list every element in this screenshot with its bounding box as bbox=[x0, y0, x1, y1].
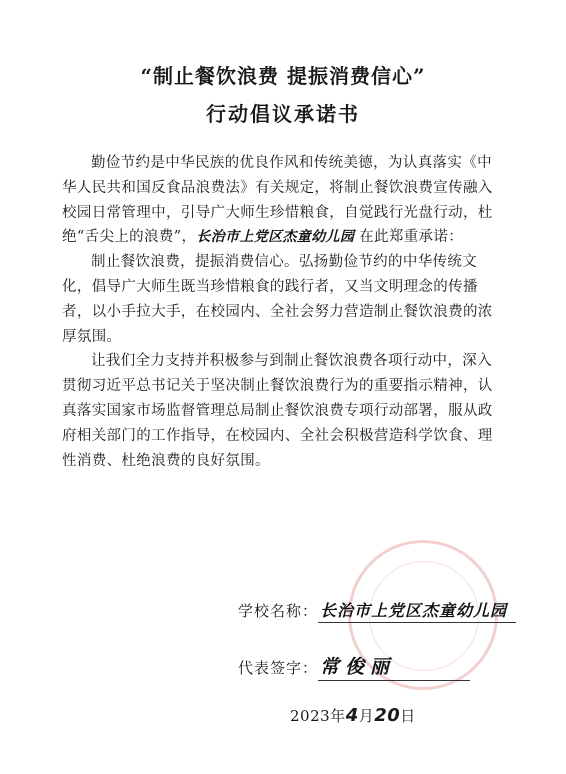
handwritten-school-name: 长治市上党区杰童幼儿园 bbox=[196, 229, 355, 246]
date-month-unit: 月 bbox=[358, 707, 375, 725]
representative-signature: 常俊丽 bbox=[318, 652, 470, 681]
date-day-handwritten: 20 bbox=[374, 705, 401, 726]
paragraph-1 bbox=[62, 151, 502, 250]
paragraph-1-ending: 在此郑重承诺： bbox=[359, 229, 464, 246]
title-line-1: “制止餐饮浪费 提振消费信心” bbox=[140, 64, 426, 88]
representative-label: 代表签字： bbox=[238, 659, 319, 677]
date-month-handwritten: 4 bbox=[345, 705, 359, 726]
paragraph-2: 制止餐饮浪费，提振消费信心。弘扬勤俭节约的中华传统文化，倡导广大师生既当珍惜粮食的践行者，又当文明理念的传播者，以小手拉大手，在校园内、全社会努力营造制止餐饮浪费的浓厚氛围。 bbox=[62, 254, 493, 345]
paragraph-3: 让我们全力支持并积极参与到制止餐饮浪费各项行动中，深入贯彻习近平总书记关于坚决制止餐饮浪费行为的重要指示精神，认真落实国家市场监督管理总局制止餐饮浪费专项行动部署，服从政府相关部门的工作指导，在校园内、全社会积极营造科学饮食、理性消费、杜绝浪费的良好氛围。 bbox=[62, 353, 493, 469]
date-day-unit: 日 bbox=[400, 707, 416, 725]
date-line bbox=[290, 705, 416, 726]
school-name-signature: 长治市上党区杰童幼儿园 bbox=[318, 598, 516, 623]
date-year: 2023年 bbox=[290, 707, 346, 725]
representative-row bbox=[238, 652, 470, 681]
document-body bbox=[62, 151, 502, 473]
paragraph-1-text: 勤俭节约是中华民族的优良作风和传统美德，为认真落实《中华人民共和国反食品浪费法》有关规定，将制止餐饮浪费宣传融入校园日常管理中，引导广大师生珍惜粮食，自觉践行光盘行动，杜绝“舌尖上的浪费”， bbox=[62, 155, 493, 246]
title-line-2: 行动倡议承诺书 bbox=[206, 102, 360, 126]
school-name-label: 学校名称： bbox=[238, 602, 319, 620]
school-name-row bbox=[238, 598, 516, 623]
